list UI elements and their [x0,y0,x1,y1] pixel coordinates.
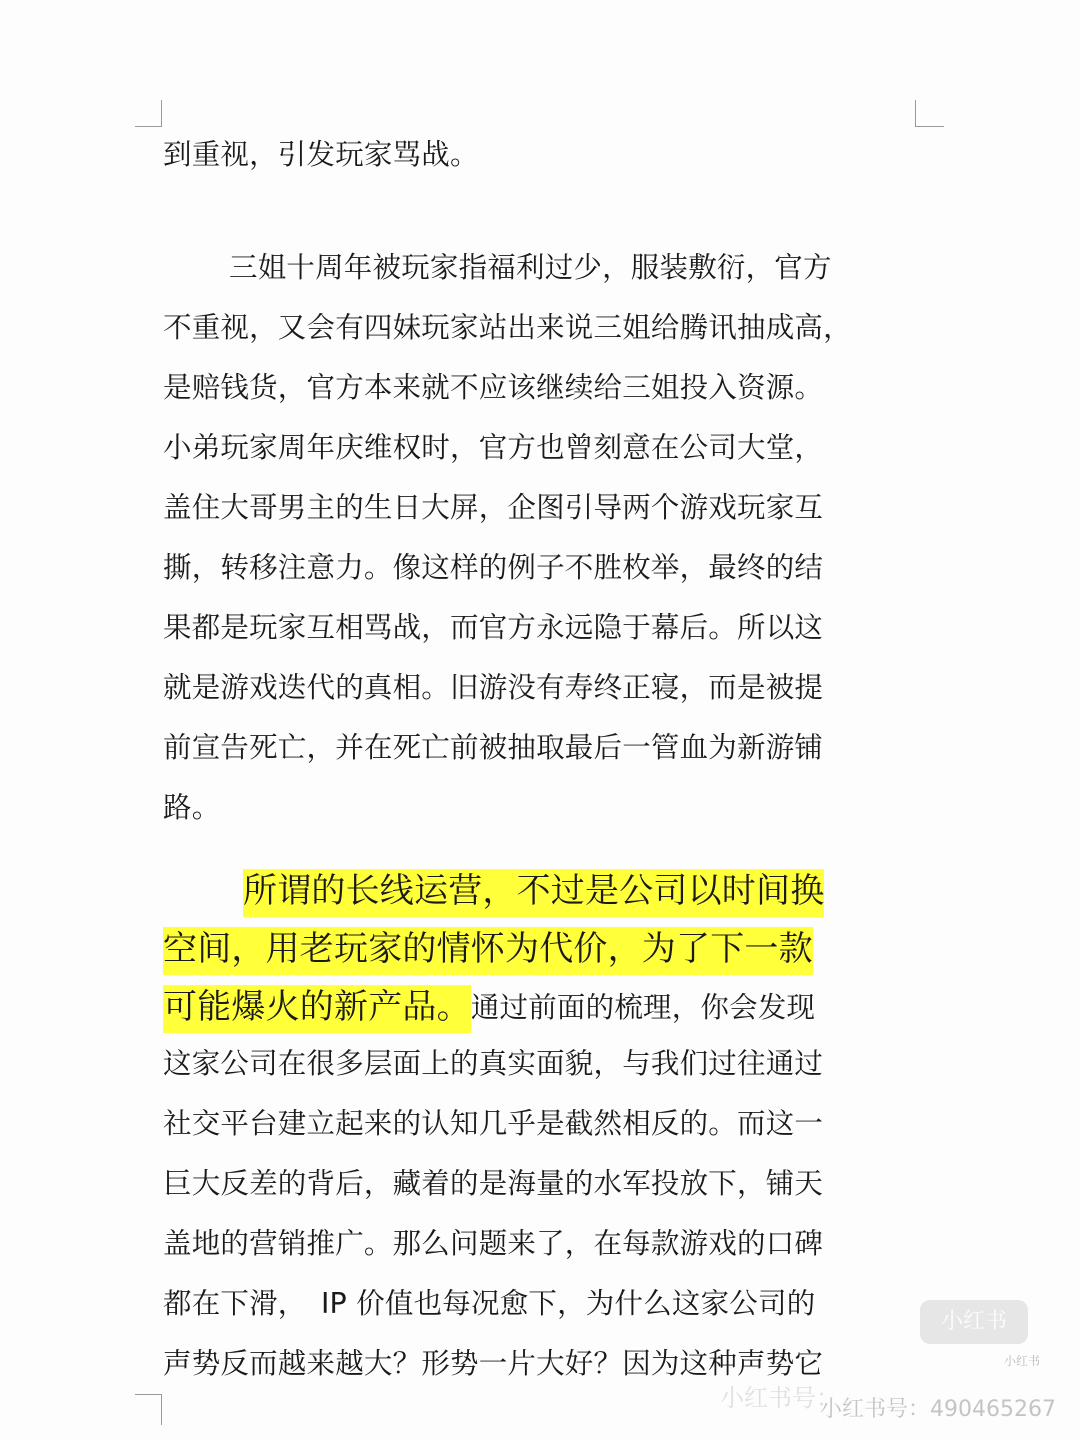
watermark-badge: 小红书 [920,1300,1028,1344]
text-line: 前宣告死亡，并在死亡前被抽取最后一管血为新游铺 [163,731,824,764]
text-line: 小弟玩家周年庆维权时，官方也曾刻意在公司大堂， [163,431,824,464]
watermark-ghost-text: 小红书号： [720,1384,840,1412]
text-line: 三姐十周年被玩家指福利过少，服装敷衍，官方 [229,251,832,284]
highlighted-text: 空间，用老玩家的情怀为代价，为了下一款 [163,927,813,975]
text-line: 这家公司在很多层面上的真实面貌，与我们过往通过 [163,1047,824,1080]
highlighted-text: 所谓的长线运营，不过是公司以时间换 [243,869,824,917]
text-line: 都在下滑， IP 价值也每况愈下，为什么这家公司的 [163,1287,816,1320]
text-line: 盖地的营销推广。那么问题来了，在每款游戏的口碑 [163,1227,824,1260]
text-line: 是赔钱货，官方本来就不应该继续给三姐投入资源。 [163,371,824,404]
text-line: 社交平台建立起来的认知几乎是截然相反的。而这一 [163,1107,824,1140]
highlight-line [163,862,918,920]
text-after-highlight: 通过前面的梳理，你会发现 [470,991,816,1024]
text-line: 声势反而越来越大？形势一片大好？因为这种声势它 [163,1347,824,1380]
paragraph-continuation [163,125,918,185]
text-line: 巨大反差的背后，藏着的是海量的水军投放下，铺天 [163,1167,824,1200]
text-line: 就是游戏迭代的真相。旧游没有寿终正寝，而是被提 [163,671,824,704]
text-line: 撕，转移注意力。像这样的例子不胜枚举，最终的结 [163,551,824,584]
paragraph-two [163,238,918,838]
watermark-badge-small: 小红书 [1004,1354,1041,1368]
paragraph-three-body [163,1034,918,1394]
text-line: 盖住大哥男主的生日大屏，企图引导两个游戏玩家互 [163,491,824,524]
text-line: 路。 [163,791,221,824]
crop-mark-top-right [915,100,944,127]
crop-mark-top-left [135,100,162,127]
text-line: 不重视，又会有四妹玩家站出来说三姐给腾讯抽成高， [163,311,852,344]
highlight-line [163,978,918,1036]
watermark-id-text: 小红书号：4904652​67 [820,1397,1056,1422]
highlighted-text: 可能爆火的新产品。 [163,985,471,1033]
crop-mark-bottom-left [135,1394,162,1425]
highlight-line [163,920,918,978]
text-line: 到重视，引发玩家骂战。 [163,138,479,171]
paragraph-three [163,862,918,1036]
text-line: 果都是玩家互相骂战，而官方永远隐于幕后。所以这 [163,611,824,644]
